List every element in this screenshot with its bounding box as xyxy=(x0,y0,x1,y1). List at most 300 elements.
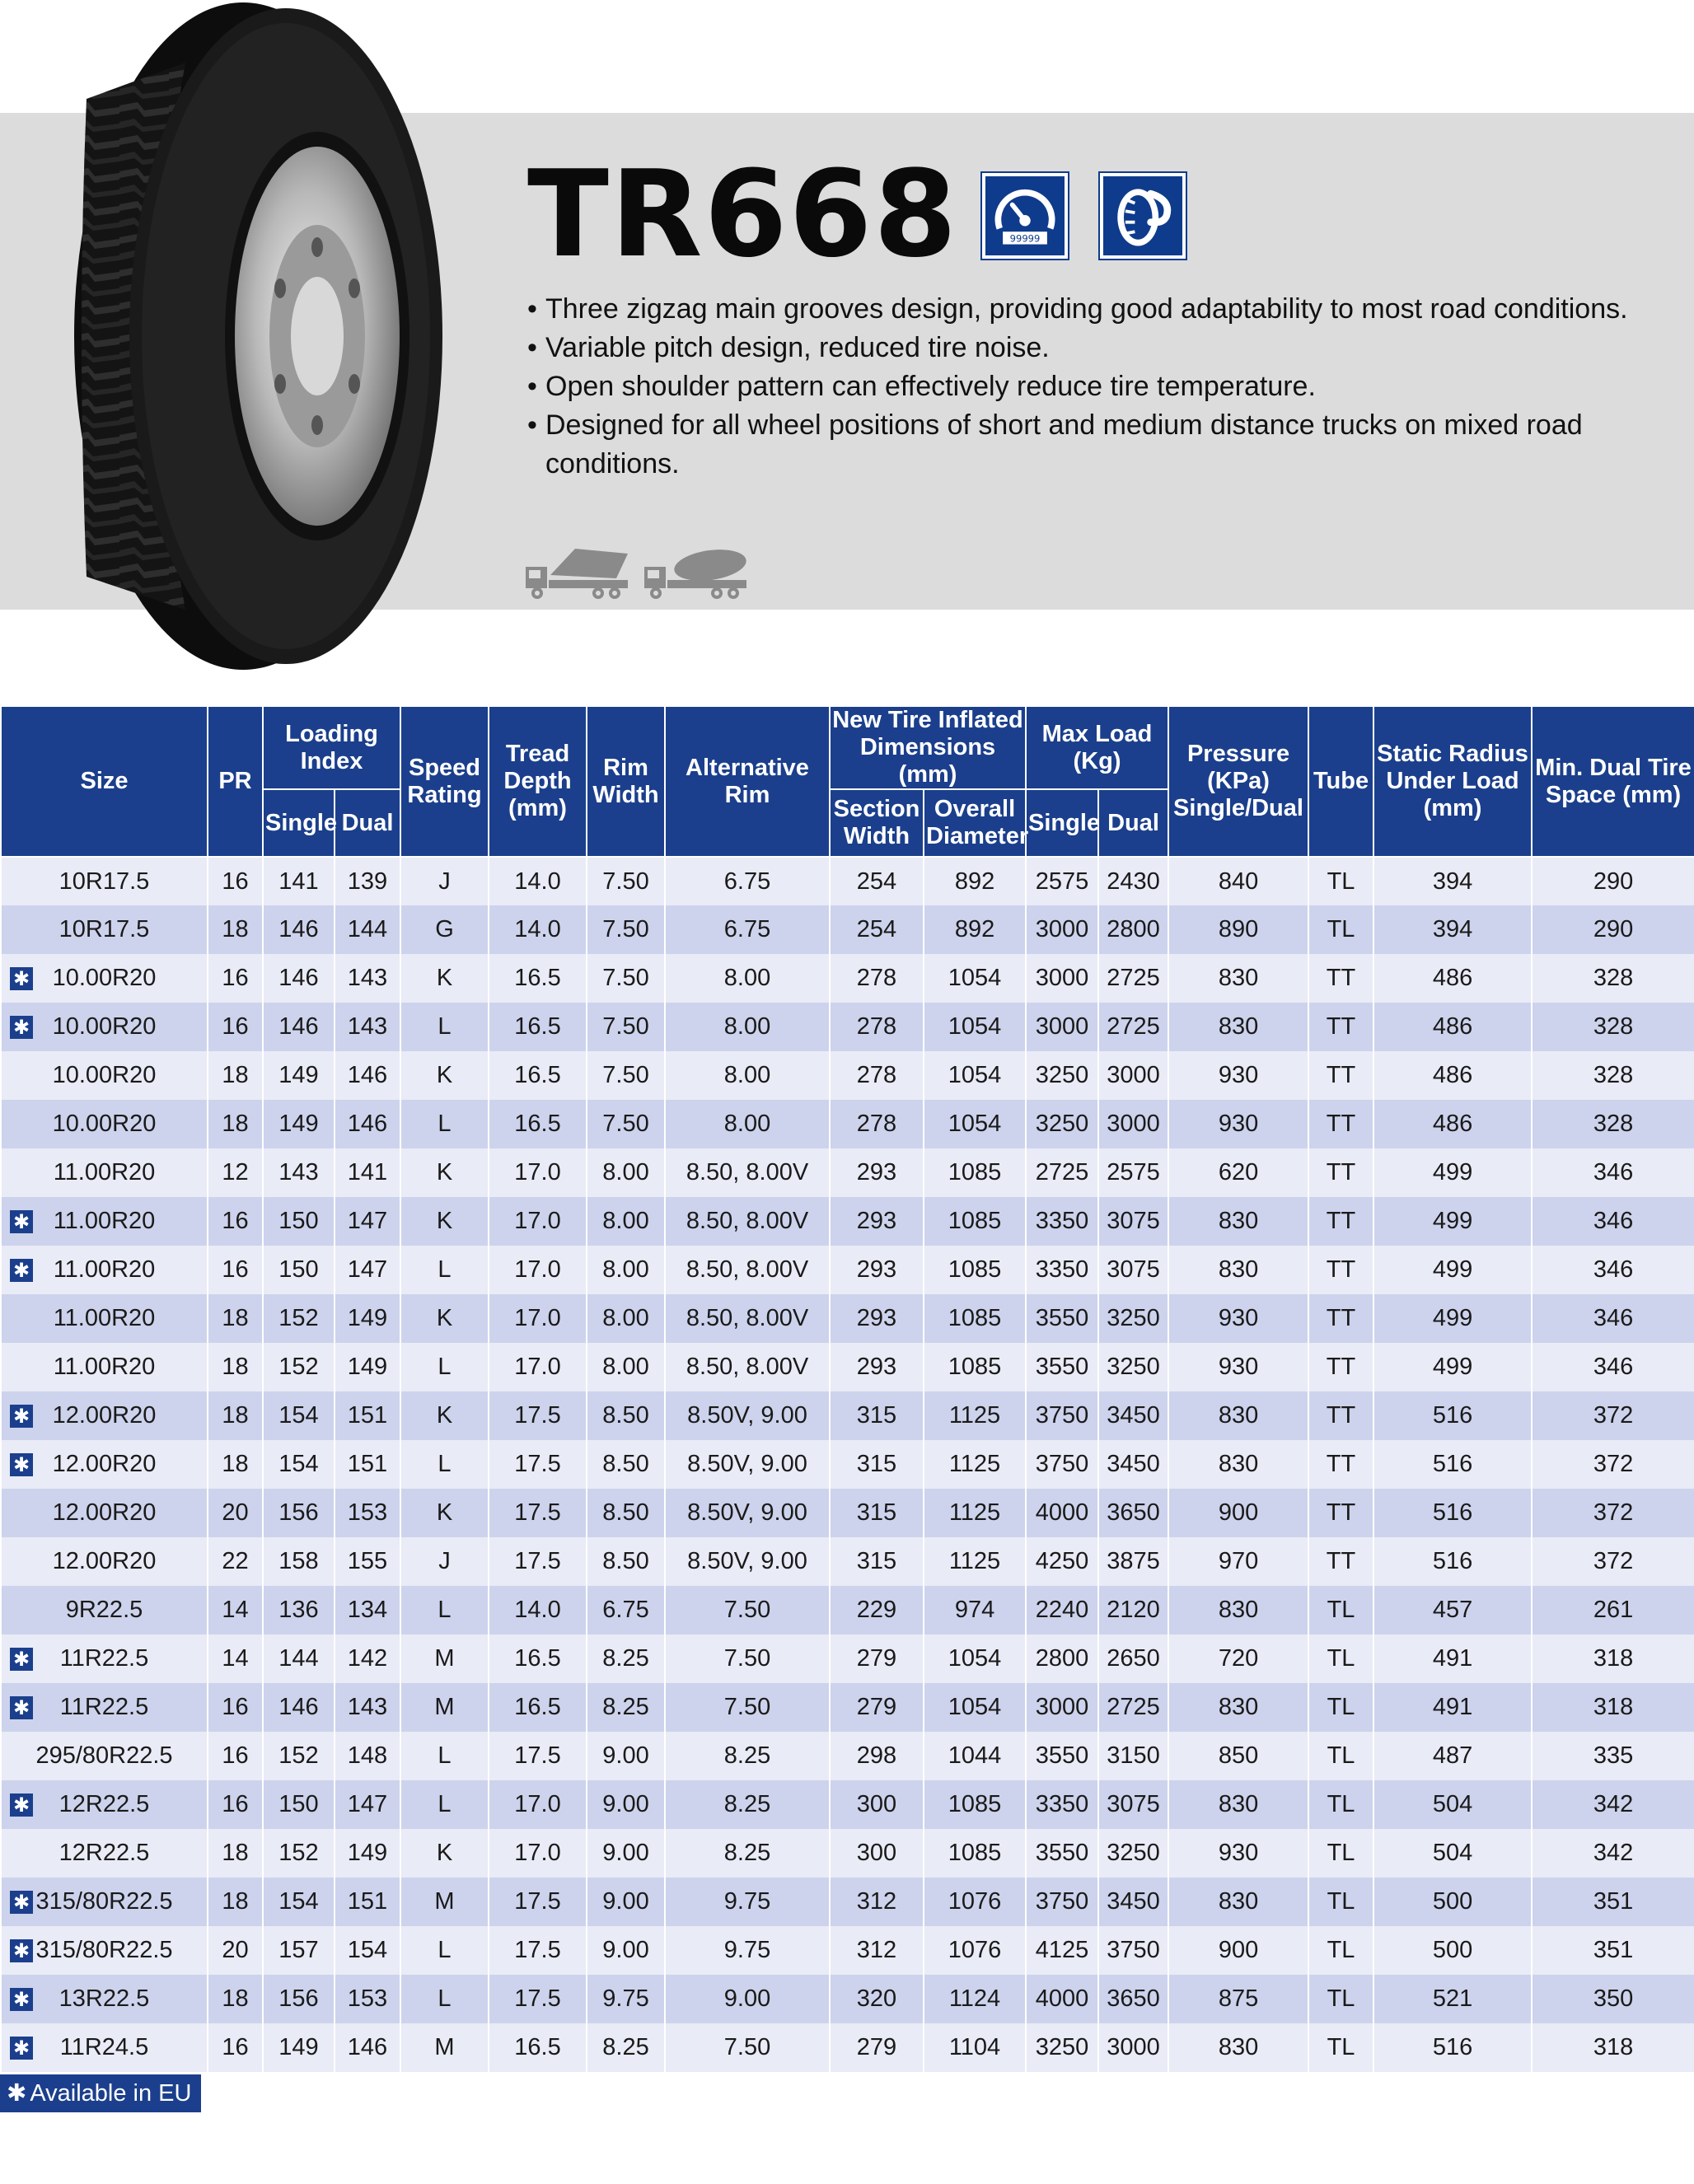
cell-pr: 16 xyxy=(208,1246,263,1294)
cell-diameter: 1085 xyxy=(924,1343,1026,1391)
cell-diameter: 1125 xyxy=(924,1489,1026,1537)
cell-rim: 8.00 xyxy=(587,1246,665,1294)
cell-rim: 8.25 xyxy=(587,1683,665,1732)
cell-tube: TL xyxy=(1308,857,1373,905)
cell-li-single: 143 xyxy=(263,1148,335,1197)
table-row xyxy=(1,1246,1694,1294)
cell-diameter: 1044 xyxy=(924,1732,1026,1780)
cell-section: 293 xyxy=(830,1246,924,1294)
cell-section: 279 xyxy=(830,1634,924,1683)
cell-rim: 8.50 xyxy=(587,1440,665,1489)
cell-radius: 486 xyxy=(1373,1051,1532,1100)
cell-size xyxy=(1,1732,208,1780)
cell-load-single: 3250 xyxy=(1026,1051,1098,1100)
cell-pr: 18 xyxy=(208,1294,263,1343)
table-row xyxy=(1,2023,1694,2072)
cell-pressure: 830 xyxy=(1168,1878,1308,1926)
eu-legend-star-icon: ✱ xyxy=(7,2080,27,2107)
cell-li-dual: 147 xyxy=(335,1246,400,1294)
cell-min-dual: 328 xyxy=(1532,1100,1694,1148)
header-rim-width: Rim Width xyxy=(587,706,665,857)
size-label: 12R22.5 xyxy=(58,1840,150,1866)
eu-star-icon: ✱ xyxy=(10,1793,33,1817)
cell-size xyxy=(1,2023,208,2072)
cell-rim: 8.50 xyxy=(587,1391,665,1440)
cell-pressure: 900 xyxy=(1168,1489,1308,1537)
cell-size xyxy=(1,1440,208,1489)
header-alternative-rim: Alternative Rim xyxy=(665,706,830,857)
table-row xyxy=(1,1391,1694,1440)
cell-size xyxy=(1,1197,208,1246)
cell-tread: 14.0 xyxy=(489,1586,587,1634)
cell-pressure: 970 xyxy=(1168,1537,1308,1586)
eu-star-icon: ✱ xyxy=(10,1696,33,1719)
table-row xyxy=(1,1003,1694,1051)
cell-li-single: 146 xyxy=(263,1683,335,1732)
cell-li-single: 149 xyxy=(263,1100,335,1148)
cell-pr: 16 xyxy=(208,1003,263,1051)
size-label: 12.00R20 xyxy=(52,1402,157,1429)
cell-section: 320 xyxy=(830,1975,924,2023)
cell-alt-rim: 8.50, 8.00V xyxy=(665,1343,830,1391)
cell-speed: J xyxy=(400,1537,489,1586)
cell-load-single: 3550 xyxy=(1026,1829,1098,1878)
size-label: 10.00R20 xyxy=(52,1111,157,1137)
cell-section: 315 xyxy=(830,1537,924,1586)
cell-pressure: 930 xyxy=(1168,1100,1308,1148)
cell-tread: 17.0 xyxy=(489,1294,587,1343)
cell-min-dual: 372 xyxy=(1532,1489,1694,1537)
cell-tube: TT xyxy=(1308,1148,1373,1197)
table-row xyxy=(1,1537,1694,1586)
cell-alt-rim: 9.75 xyxy=(665,1878,830,1926)
eu-star-icon: ✱ xyxy=(10,1453,33,1476)
eu-star-icon: ✱ xyxy=(10,1939,33,1962)
cell-tube: TL xyxy=(1308,905,1373,954)
cell-pressure: 850 xyxy=(1168,1732,1308,1780)
cell-li-single: 149 xyxy=(263,2023,335,2072)
cell-size xyxy=(1,905,208,954)
cell-diameter: 892 xyxy=(924,905,1026,954)
cell-min-dual: 335 xyxy=(1532,1732,1694,1780)
cell-alt-rim: 8.25 xyxy=(665,1732,830,1780)
cell-radius: 457 xyxy=(1373,1586,1532,1634)
cell-speed: K xyxy=(400,1148,489,1197)
cell-rim: 8.25 xyxy=(587,1634,665,1683)
cell-load-single: 3750 xyxy=(1026,1440,1098,1489)
cell-tread: 17.0 xyxy=(489,1197,587,1246)
header-tread-depth: Tread Depth (mm) xyxy=(489,706,587,857)
cell-tube: TL xyxy=(1308,1926,1373,1975)
cell-pr: 20 xyxy=(208,1926,263,1975)
cell-load-single: 2240 xyxy=(1026,1586,1098,1634)
cell-size xyxy=(1,1926,208,1975)
cell-load-single: 3750 xyxy=(1026,1391,1098,1440)
size-label: 315/80R22.5 xyxy=(35,1937,173,1963)
cell-radius: 521 xyxy=(1373,1975,1532,2023)
cell-tread: 17.0 xyxy=(489,1246,587,1294)
header-max-dual: Dual xyxy=(1098,789,1168,857)
cell-section: 254 xyxy=(830,857,924,905)
cell-size xyxy=(1,857,208,905)
cell-rim: 9.00 xyxy=(587,1926,665,1975)
cell-rim: 8.00 xyxy=(587,1343,665,1391)
cell-section: 298 xyxy=(830,1732,924,1780)
cell-alt-rim: 8.25 xyxy=(665,1829,830,1878)
cell-li-single: 152 xyxy=(263,1732,335,1780)
cell-pr: 16 xyxy=(208,1197,263,1246)
cell-pr: 18 xyxy=(208,1440,263,1489)
cell-tube: TT xyxy=(1308,954,1373,1003)
cell-rim: 6.75 xyxy=(587,1586,665,1634)
feature-list xyxy=(527,290,1681,484)
cell-section: 312 xyxy=(830,1878,924,1926)
cell-rim: 8.00 xyxy=(587,1197,665,1246)
cell-size xyxy=(1,1829,208,1878)
table-row xyxy=(1,1489,1694,1537)
cell-rim: 9.00 xyxy=(587,1732,665,1780)
cell-load-dual: 2725 xyxy=(1098,954,1168,1003)
cell-size xyxy=(1,1294,208,1343)
cell-diameter: 1054 xyxy=(924,954,1026,1003)
cell-speed: L xyxy=(400,1246,489,1294)
cell-alt-rim: 6.75 xyxy=(665,905,830,954)
cell-radius: 491 xyxy=(1373,1683,1532,1732)
eu-star-icon: ✱ xyxy=(10,1648,33,1671)
cell-tube: TL xyxy=(1308,2023,1373,2072)
cell-tube: TT xyxy=(1308,1294,1373,1343)
cell-tread: 17.5 xyxy=(489,1878,587,1926)
cell-alt-rim: 9.00 xyxy=(665,1975,830,2023)
cell-load-dual: 3750 xyxy=(1098,1926,1168,1975)
cell-load-single: 3000 xyxy=(1026,954,1098,1003)
cell-li-dual: 148 xyxy=(335,1732,400,1780)
cell-load-single: 3750 xyxy=(1026,1878,1098,1926)
cell-li-dual: 143 xyxy=(335,954,400,1003)
cell-speed: L xyxy=(400,1732,489,1780)
cell-section: 279 xyxy=(830,1683,924,1732)
table-row xyxy=(1,1440,1694,1489)
cell-speed: K xyxy=(400,1489,489,1537)
cell-pressure: 830 xyxy=(1168,1586,1308,1634)
size-label: 10.00R20 xyxy=(52,965,157,991)
cell-li-dual: 153 xyxy=(335,1489,400,1537)
cell-pr: 22 xyxy=(208,1537,263,1586)
cell-diameter: 1076 xyxy=(924,1926,1026,1975)
cell-li-dual: 149 xyxy=(335,1829,400,1878)
header-li-dual: Dual xyxy=(335,789,400,857)
size-label: 12.00R20 xyxy=(52,1548,157,1574)
cell-tube: TT xyxy=(1308,1197,1373,1246)
header-size: Size xyxy=(1,706,208,857)
cell-section: 278 xyxy=(830,1051,924,1100)
cell-rim: 8.00 xyxy=(587,1148,665,1197)
cell-tube: TL xyxy=(1308,1683,1373,1732)
cell-li-single: 157 xyxy=(263,1926,335,1975)
cell-li-dual: 147 xyxy=(335,1780,400,1829)
cell-li-dual: 139 xyxy=(335,857,400,905)
eu-star-icon: ✱ xyxy=(10,1891,33,1914)
cell-load-dual: 3250 xyxy=(1098,1829,1168,1878)
cell-min-dual: 328 xyxy=(1532,1051,1694,1100)
cell-li-single: 152 xyxy=(263,1343,335,1391)
cell-radius: 499 xyxy=(1373,1148,1532,1197)
cell-speed: L xyxy=(400,1975,489,2023)
cell-pr: 16 xyxy=(208,954,263,1003)
cell-pressure: 620 xyxy=(1168,1148,1308,1197)
cell-size xyxy=(1,954,208,1003)
feature-item: • Designed for all wheel positions of short and medium distance trucks on mixed road conditions. xyxy=(527,406,1681,484)
cell-li-single: 150 xyxy=(263,1246,335,1294)
cell-min-dual: 372 xyxy=(1532,1391,1694,1440)
cell-load-single: 3350 xyxy=(1026,1197,1098,1246)
cell-section: 300 xyxy=(830,1829,924,1878)
cell-min-dual: 346 xyxy=(1532,1148,1694,1197)
size-label: 9R22.5 xyxy=(65,1597,143,1623)
cell-diameter: 1054 xyxy=(924,1683,1026,1732)
cell-pr: 16 xyxy=(208,1683,263,1732)
cell-rim: 9.00 xyxy=(587,1878,665,1926)
cell-rim: 9.75 xyxy=(587,1975,665,2023)
cell-size xyxy=(1,1148,208,1197)
cell-radius: 491 xyxy=(1373,1634,1532,1683)
cell-alt-rim: 7.50 xyxy=(665,2023,830,2072)
cell-load-dual: 3450 xyxy=(1098,1391,1168,1440)
cell-radius: 516 xyxy=(1373,1391,1532,1440)
cell-load-dual: 2650 xyxy=(1098,1634,1168,1683)
cell-li-single: 150 xyxy=(263,1780,335,1829)
cell-alt-rim: 8.50V, 9.00 xyxy=(665,1391,830,1440)
size-label: 12.00R20 xyxy=(52,1499,157,1526)
cell-section: 293 xyxy=(830,1343,924,1391)
header-loading-index: Loading Index xyxy=(263,706,400,789)
cell-tread: 17.0 xyxy=(489,1148,587,1197)
cell-section: 293 xyxy=(830,1294,924,1343)
eu-star-icon: ✱ xyxy=(10,1259,33,1282)
table-row xyxy=(1,1634,1694,1683)
cell-li-dual: 151 xyxy=(335,1391,400,1440)
cell-radius: 394 xyxy=(1373,905,1532,954)
cell-rim: 9.00 xyxy=(587,1829,665,1878)
cell-tube: TL xyxy=(1308,1878,1373,1926)
cell-pressure: 840 xyxy=(1168,857,1308,905)
cell-tread: 16.5 xyxy=(489,1100,587,1148)
cell-load-single: 2725 xyxy=(1026,1148,1098,1197)
cell-load-single: 3550 xyxy=(1026,1732,1098,1780)
cell-section: 315 xyxy=(830,1391,924,1440)
header-min-dual: Min. Dual Tire Space (mm) xyxy=(1532,706,1694,857)
cell-pressure: 875 xyxy=(1168,1975,1308,2023)
cell-diameter: 1125 xyxy=(924,1537,1026,1586)
table-row xyxy=(1,1878,1694,1926)
cell-diameter: 1076 xyxy=(924,1878,1026,1926)
feature-item: • Variable pitch design, reduced tire noise. xyxy=(527,329,1681,367)
header-li-single: Single xyxy=(263,789,335,857)
cell-pressure: 890 xyxy=(1168,905,1308,954)
cell-speed: K xyxy=(400,1294,489,1343)
cell-load-dual: 3075 xyxy=(1098,1197,1168,1246)
table-row xyxy=(1,1100,1694,1148)
cell-alt-rim: 8.00 xyxy=(665,1100,830,1148)
cell-tread: 17.5 xyxy=(489,1537,587,1586)
cell-rim: 7.50 xyxy=(587,954,665,1003)
cell-min-dual: 346 xyxy=(1532,1294,1694,1343)
cell-tube: TT xyxy=(1308,1051,1373,1100)
cell-radius: 516 xyxy=(1373,1440,1532,1489)
cell-pressure: 830 xyxy=(1168,1683,1308,1732)
cell-diameter: 1054 xyxy=(924,1051,1026,1100)
cell-min-dual: 346 xyxy=(1532,1343,1694,1391)
cell-pr: 18 xyxy=(208,1829,263,1878)
size-label: 315/80R22.5 xyxy=(35,1888,173,1915)
eu-legend-text: Available in EU xyxy=(30,2080,192,2107)
cell-section: 254 xyxy=(830,905,924,954)
cell-load-dual: 3250 xyxy=(1098,1294,1168,1343)
spec-table xyxy=(0,705,1694,2072)
cell-size xyxy=(1,1634,208,1683)
cell-pr: 16 xyxy=(208,1780,263,1829)
cell-speed: K xyxy=(400,1829,489,1878)
cell-load-dual: 2575 xyxy=(1098,1148,1168,1197)
cell-min-dual: 328 xyxy=(1532,1003,1694,1051)
cell-pressure: 830 xyxy=(1168,1197,1308,1246)
cell-load-dual: 3000 xyxy=(1098,1100,1168,1148)
cell-li-single: 152 xyxy=(263,1294,335,1343)
cell-diameter: 1054 xyxy=(924,1634,1026,1683)
cell-tread: 17.0 xyxy=(489,1780,587,1829)
cell-tube: TL xyxy=(1308,1634,1373,1683)
cell-load-dual: 2120 xyxy=(1098,1586,1168,1634)
cell-li-dual: 146 xyxy=(335,1100,400,1148)
table-row xyxy=(1,1926,1694,1975)
cell-min-dual: 318 xyxy=(1532,2023,1694,2072)
cell-load-single: 3550 xyxy=(1026,1294,1098,1343)
cell-pressure: 830 xyxy=(1168,1391,1308,1440)
table-row xyxy=(1,1683,1694,1732)
cell-alt-rim: 8.50V, 9.00 xyxy=(665,1440,830,1489)
cell-li-single: 154 xyxy=(263,1440,335,1489)
cell-load-single: 3350 xyxy=(1026,1246,1098,1294)
eu-star-icon: ✱ xyxy=(10,967,33,990)
cell-min-dual: 351 xyxy=(1532,1878,1694,1926)
cell-tread: 16.5 xyxy=(489,1003,587,1051)
cell-pressure: 930 xyxy=(1168,1829,1308,1878)
cell-radius: 486 xyxy=(1373,1100,1532,1148)
cell-section: 279 xyxy=(830,2023,924,2072)
cell-diameter: 1085 xyxy=(924,1294,1026,1343)
cell-pressure: 930 xyxy=(1168,1343,1308,1391)
cell-alt-rim: 8.00 xyxy=(665,1051,830,1100)
cell-alt-rim: 7.50 xyxy=(665,1683,830,1732)
cell-radius: 500 xyxy=(1373,1926,1532,1975)
size-label: 10R17.5 xyxy=(58,916,150,942)
cell-li-single: 156 xyxy=(263,1489,335,1537)
cell-pr: 16 xyxy=(208,2023,263,2072)
cell-rim: 8.25 xyxy=(587,2023,665,2072)
cell-section: 315 xyxy=(830,1440,924,1489)
cell-alt-rim: 8.50, 8.00V xyxy=(665,1246,830,1294)
cell-tube: TT xyxy=(1308,1100,1373,1148)
size-label: 11.00R20 xyxy=(53,1305,156,1331)
cell-load-dual: 3650 xyxy=(1098,1489,1168,1537)
size-label: 11.00R20 xyxy=(53,1354,156,1380)
cell-speed: M xyxy=(400,1634,489,1683)
cell-load-single: 3000 xyxy=(1026,905,1098,954)
cell-li-single: 146 xyxy=(263,954,335,1003)
table-row xyxy=(1,1829,1694,1878)
cell-radius: 499 xyxy=(1373,1197,1532,1246)
cell-min-dual: 290 xyxy=(1532,905,1694,954)
cell-tube: TL xyxy=(1308,1780,1373,1829)
cell-li-dual: 151 xyxy=(335,1878,400,1926)
cell-li-dual: 141 xyxy=(335,1148,400,1197)
cell-li-single: 154 xyxy=(263,1878,335,1926)
mixer-truck-icon xyxy=(643,542,748,601)
cell-speed: G xyxy=(400,905,489,954)
cell-li-dual: 149 xyxy=(335,1343,400,1391)
cell-min-dual: 318 xyxy=(1532,1634,1694,1683)
cell-tube: TL xyxy=(1308,1975,1373,2023)
cell-tube: TT xyxy=(1308,1489,1373,1537)
cell-load-dual: 2430 xyxy=(1098,857,1168,905)
cell-min-dual: 346 xyxy=(1532,1246,1694,1294)
cell-load-dual: 3000 xyxy=(1098,2023,1168,2072)
cell-rim: 7.50 xyxy=(587,1003,665,1051)
cell-diameter: 1085 xyxy=(924,1246,1026,1294)
table-row xyxy=(1,1586,1694,1634)
cell-pr: 18 xyxy=(208,905,263,954)
cell-load-dual: 2725 xyxy=(1098,1003,1168,1051)
cell-li-single: 149 xyxy=(263,1051,335,1100)
header-overall-diameter: Overall Diameter xyxy=(924,789,1026,857)
cell-speed: L xyxy=(400,1003,489,1051)
cell-radius: 499 xyxy=(1373,1343,1532,1391)
size-label: 295/80R22.5 xyxy=(35,1742,173,1769)
table-row xyxy=(1,905,1694,954)
cell-size xyxy=(1,1975,208,2023)
header-speed-rating: Speed Rating xyxy=(400,706,489,857)
size-label: 10.00R20 xyxy=(52,1062,157,1088)
cell-speed: M xyxy=(400,1683,489,1732)
cell-tread: 14.0 xyxy=(489,905,587,954)
cell-load-dual: 3075 xyxy=(1098,1780,1168,1829)
cell-diameter: 1085 xyxy=(924,1829,1026,1878)
cell-speed: K xyxy=(400,954,489,1003)
table-row xyxy=(1,1294,1694,1343)
cell-tread: 16.5 xyxy=(489,1683,587,1732)
cell-diameter: 1085 xyxy=(924,1780,1026,1829)
cell-tread: 17.5 xyxy=(489,1440,587,1489)
cell-size xyxy=(1,1246,208,1294)
cell-load-dual: 3000 xyxy=(1098,1051,1168,1100)
cell-load-single: 2800 xyxy=(1026,1634,1098,1683)
cell-alt-rim: 9.75 xyxy=(665,1926,830,1975)
cell-size xyxy=(1,1100,208,1148)
cell-pressure: 900 xyxy=(1168,1926,1308,1975)
cell-radius: 500 xyxy=(1373,1878,1532,1926)
cell-radius: 504 xyxy=(1373,1829,1532,1878)
cell-tread: 17.5 xyxy=(489,1391,587,1440)
cell-pr: 16 xyxy=(208,1732,263,1780)
eu-star-icon: ✱ xyxy=(10,1988,33,2011)
cell-tread: 17.5 xyxy=(489,1926,587,1975)
cell-li-dual: 154 xyxy=(335,1926,400,1975)
cell-alt-rim: 8.50, 8.00V xyxy=(665,1197,830,1246)
feature-item: • Three zigzag main grooves design, providing good adaptability to most road conditions. xyxy=(527,290,1681,329)
cell-load-single: 4125 xyxy=(1026,1926,1098,1975)
cell-pr: 18 xyxy=(208,1878,263,1926)
cell-load-single: 2575 xyxy=(1026,857,1098,905)
